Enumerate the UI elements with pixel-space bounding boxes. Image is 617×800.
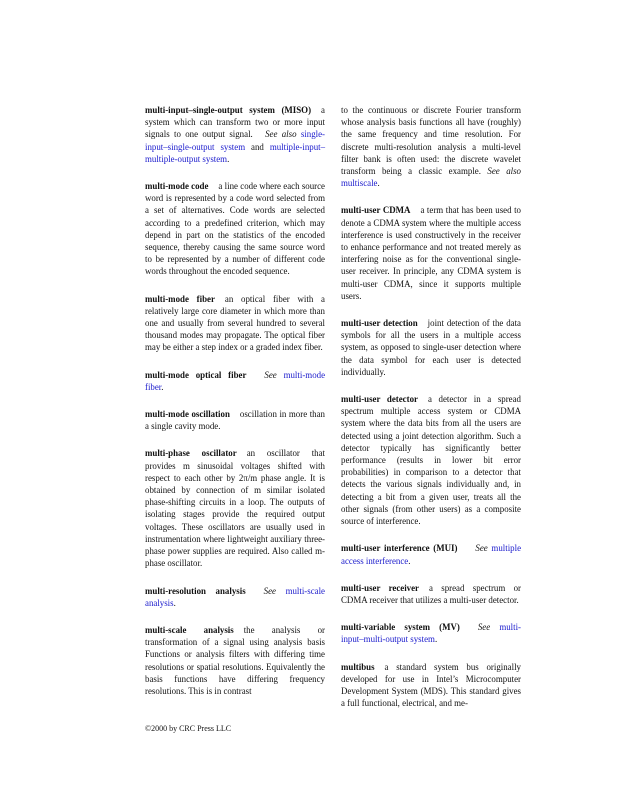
left-column [145,104,325,712]
copyright-footer: ©2000 by CRC Press LLC [145,724,232,733]
entry-multi-mode-optical-fiber: multi-mode optical fiber See multi-mode fiber. [145,369,326,392]
cross-reference-link[interactable]: multi-scale analysis [145,585,325,608]
entry-term: multi-mode fiber [145,293,215,304]
entry-multi-scale-analysis [145,624,325,697]
entry-term: multi-mode optical fiber [145,369,247,380]
entry-term: multi-user interference (MUI) [341,543,458,554]
see-also-label: See also [265,129,297,140]
entry-term: multi-user receiver [341,582,419,593]
entry-definition: a term that has been used to denote a CDMA system where the multiple access interference is used constructively in the receiver to enhance performance and not treated merely as interfering noise as for the conventional single-user receiver. In principle, any CDMA system is multi-user CDMA, since it supports multiple users. [341,205,521,301]
entry-term: multi-user detector [341,394,418,405]
entry-miso: multi-input–single-output system (MISO) a system which can transform two or more input signals to one output signal. See also single-input–single-output system and multiple-input–multiple-output system. [145,105,326,164]
cross-reference-link[interactable]: multi-mode fiber [145,369,326,392]
cross-reference-link[interactable]: multi-input–multi-output system [341,622,522,645]
cross-reference-link[interactable]: single-input–single-output system [145,129,325,152]
cross-reference-link[interactable]: multiple access interference [341,543,522,566]
cross-reference-link[interactable]: multiple-input–multiple-output system [145,141,326,164]
entry-multi-user-receiver [341,582,521,606]
entry-multi-user-detector [341,393,521,527]
cross-reference-link[interactable]: multiscale [341,178,378,189]
see-also-label: See also [487,166,521,177]
entry-term: multi-phase oscillator [145,448,237,459]
entry-definition: the analysis or transformation of a signal using analysis basis Functions or analysis filters with differing time resolutions or spatial resolutions. Equivalently the basis functions have differing frequency resolutions. This is in contrast [145,624,325,696]
entry-definition: a system which can transform two or more input signals to one output signal. [145,105,325,140]
entry-definition: a spread spectrum or CDMA receiver that utilizes a multi-user detector. [341,582,521,605]
entry-term: multi-mode code [145,181,209,192]
right-column [341,104,521,724]
entry-definition: joint detection of the data symbols for all the users in a multiple access system, as opposed to single-user detection where the data symbol for each user is detected individually. [341,318,521,377]
entry-multibus [341,661,521,710]
see-label: See [475,543,488,554]
entry-multi-mode-code [145,180,325,278]
entry-term: multi-mode oscillation [145,409,230,420]
entry-term: multi-user detection [341,318,418,329]
entry-term: multi-scale analysis [145,624,234,635]
see-label: See [477,622,491,633]
see-label: See [263,585,276,596]
entry-continuation-text: to the continuous or discrete Fourier transform whose analysis basis functions all have (roughly) the same frequency and time resolution. For discrete multi-resolution analysis a multi-level filter bank is often used: the discrete wavelet transform being a classic example. [341,105,521,177]
entry-term: multi-resolution analysis [145,585,246,596]
entry-multi-user-detection [341,317,521,378]
entry-term: multi-variable system (MV) [341,622,460,633]
entry-multi-variable-system: multi-variable system (MV) See multi-input–multi-output system. [341,622,522,645]
entry-multi-user-interference: multi-user interference (MUI) See multiple access interference. [341,543,522,566]
entry-term: multi-input–single-output system (MISO) [145,105,312,115]
entry-definition: oscillation in more than a single cavity mode. [145,409,325,432]
entry-multi-mode-fiber [145,293,325,354]
entry-multi-phase-oscillator [145,447,325,569]
entry-multi-user-cdma [341,204,521,302]
entry-multi-resolution-analysis: multi-resolution analysis See multi-scale analysis. [145,585,325,608]
ref-join: and [251,141,264,152]
entry-continuation: to the continuous or discrete Fourier transform whose analysis basis functions all have (roughly) the same frequency and time resolution. For discrete multi-resolution analysis a multi-level filter bank is often used: the discrete wavelet transform being a classic example. See also multiscale. [341,105,521,189]
entry-term: multibus [341,661,375,672]
entry-definition: a standard system bus originally developed for use in Intel’s Microcomputer Development System (MDS). This standard gives a full functional, electrical, and me- [341,661,521,709]
entry-definition: an oscillator that provides m sinusoidal voltages shifted with respect to each other by 2π/m phase angle. It is obtained by connection of m similar isolated phase-shifting circuits in a loop. The outputs of isolating stages provide the required output voltages. These oscillators are usually used in instrumentation where lightweight auxiliary three-phase power supplies are required. Also called m-phase oscillator. [145,448,326,569]
see-label: See [264,369,277,380]
entry-definition: a line code where each source word is represented by a code word selected from a set of alternatives. Code words are selected according to a predefined criterion, which may depend in part on the statistics of the encoded sequence, thereby causing the same source word to be represented by a number of different code words throughout the encoded sequence. [145,181,325,277]
entry-definition: a detector in a spread spectrum multiple access system or CDMA system where the data bits from all the users are detected using a joint detection algorithm. Such a detector typically has significantly better performance (results in lower bit error probabilities) in comparison to a detector that detects the various signals individually and, in detecting a bit from a given user, treats all the other signals (from other users) as a composite source of interference. [341,394,521,527]
entry-multi-mode-oscillation [145,408,325,432]
entry-definition: an optical fiber with a relatively large core diameter in which more than one and usually from several hundred to several thousand modes may propagate. The optical fiber may be either a step index or a graded index fiber. [145,293,325,353]
entry-term: multi-user CDMA [341,205,411,216]
